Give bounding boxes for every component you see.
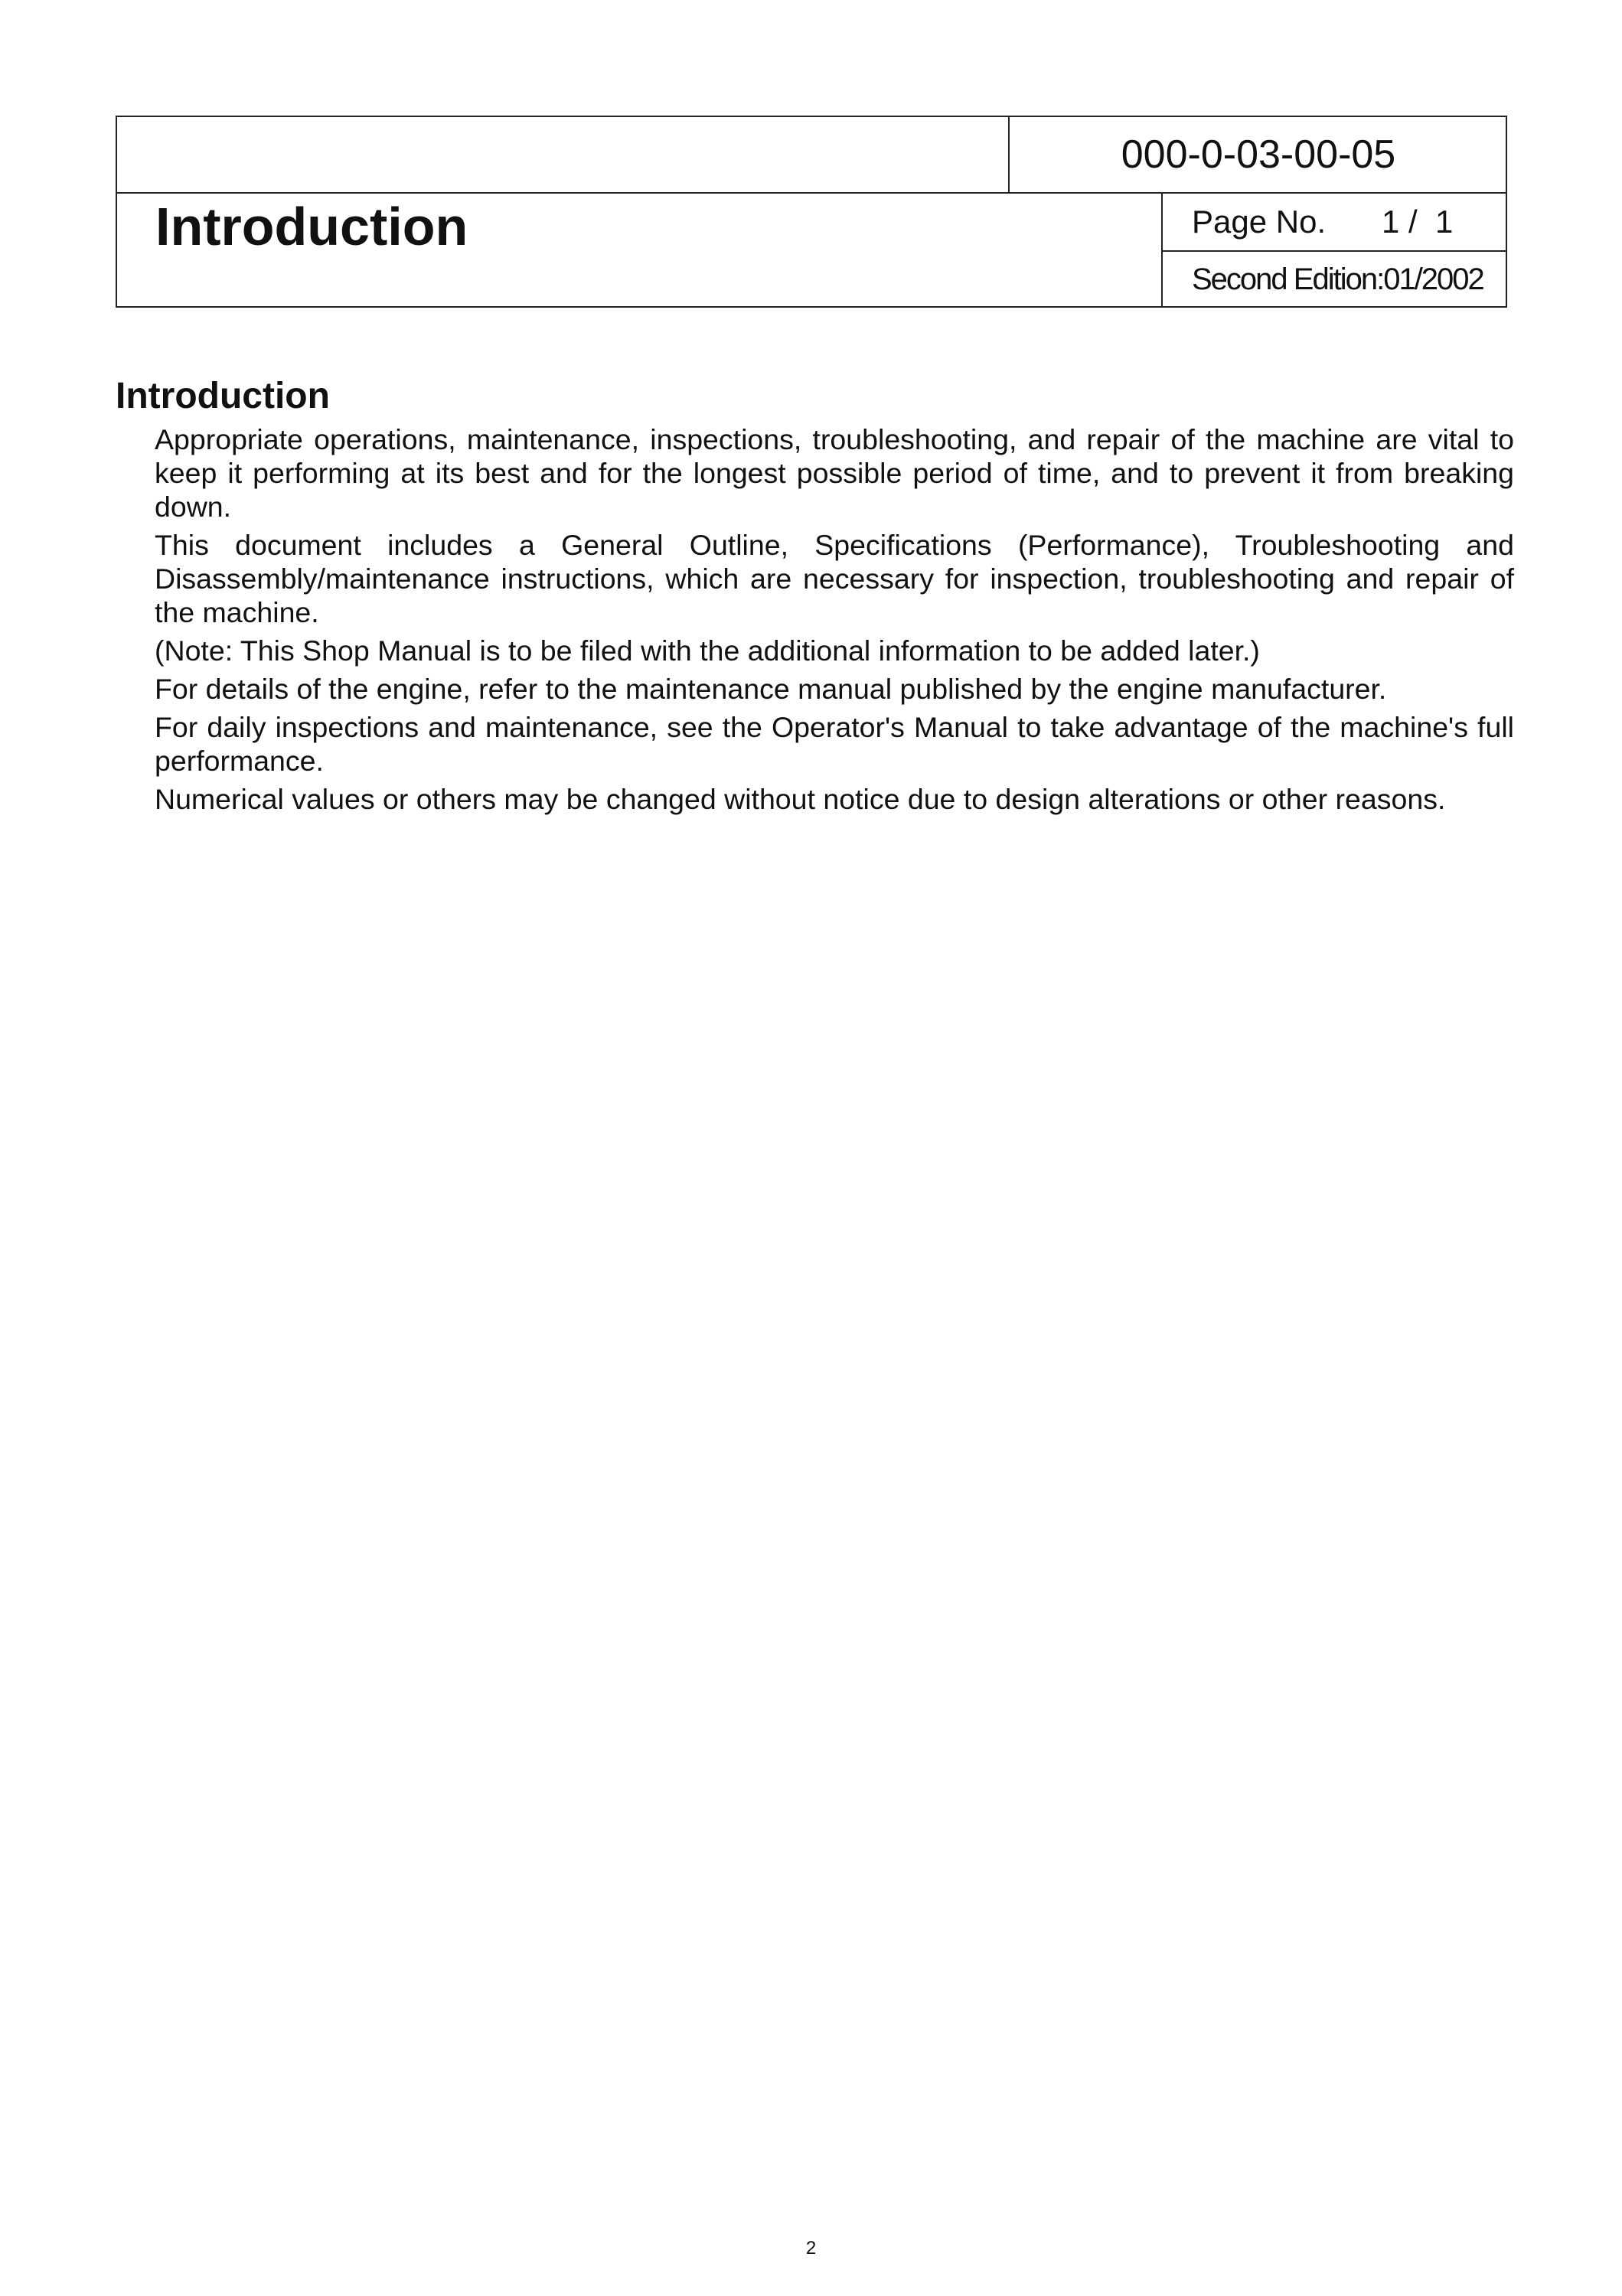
edition-cell — [1163, 252, 1507, 308]
page-number-cell — [1163, 194, 1507, 250]
paragraph: For daily inspections and maintenance, see the Operator's Manual to take advantage of the machine's full performance. — [155, 711, 1514, 777]
paragraph: This document includes a General Outline, Specifications (Performance), Troubleshooting and Disassembly/maintenance instructions, which are necessary for inspection, troubleshooting and repair of the machine. — [155, 529, 1514, 628]
paragraph: Numerical values or others may be changed without notice due to design alterations or other reasons. — [155, 783, 1446, 815]
document-number: 000-0-03-00-05 — [1121, 132, 1396, 177]
section-body — [155, 422, 1514, 820]
page-number-label: Page No. — [1192, 204, 1327, 240]
header-title: Introduction — [155, 197, 468, 256]
section-heading: Introduction — [116, 376, 330, 416]
paragraph: (Note: This Shop Manual is to be filed with the additional information to be added later.) — [155, 634, 1260, 667]
page-number-value: 1 / 1 — [1382, 204, 1454, 240]
paragraph: Appropriate operations, maintenance, inspections, troubleshooting, and repair of the machine are vital to keep it performing at its best and for the longest possible period of time, and to prevent it from breaking down. — [155, 423, 1514, 523]
edition-label: Second Edition:01/2002 — [1192, 263, 1483, 296]
footer-page-number: 2 — [805, 2238, 817, 2258]
header-table — [116, 116, 1507, 308]
paragraph: For details of the engine, refer to the maintenance manual published by the engine manufacturer. — [155, 673, 1387, 705]
